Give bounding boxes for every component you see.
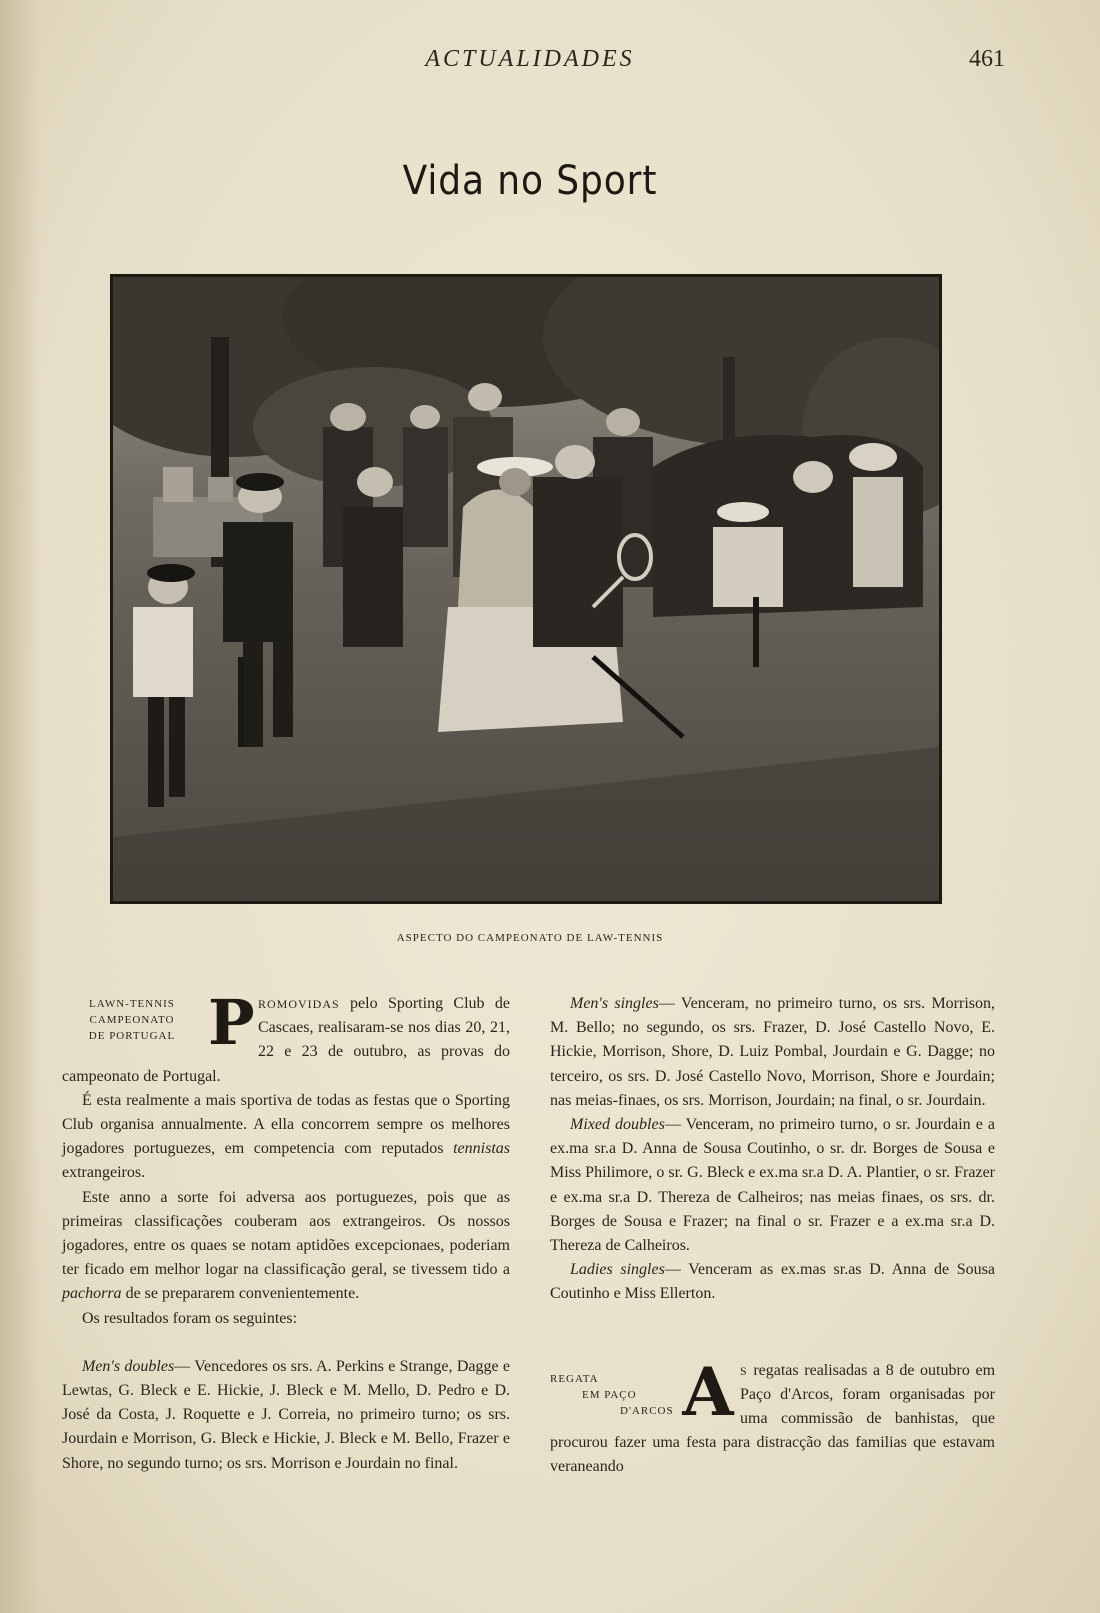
photo-illustration bbox=[113, 277, 939, 901]
running-title: ACTUALIDADES bbox=[425, 46, 635, 72]
spine-shadow bbox=[0, 0, 40, 1613]
tennis-championship-photo bbox=[110, 274, 942, 904]
side-heading-line: EM PAÇO bbox=[582, 1388, 637, 1401]
paragraph-text: de se prepararem convenientemente. bbox=[125, 1285, 360, 1303]
side-heading-line: CAMPEONATO bbox=[89, 1014, 175, 1026]
paragraph-results-intro bbox=[62, 1186, 510, 1307]
paragraph-text: — Venceram as ex.mas sr.as D. Anna de Sousa Coutinho e Miss Ellerton. bbox=[550, 1261, 995, 1303]
side-heading-line: D'ARCOS bbox=[620, 1404, 674, 1417]
side-heading-line: REGATA bbox=[550, 1372, 599, 1385]
photo-caption: ASPECTO DO CAMPEONATO DE LAW-TENNIS bbox=[396, 932, 664, 944]
paragraph-text: — Vencedores os srs. A. Perkins e Strange, Dagge e Lewtas, G. Bleck e E. Hickie, J. Bleck e M. Mello, D. Pedro e D. José da Costa, J. Roquette e J. Correia, no primeiro turno; os srs. Jourdain e Morrison, G. Bleck e Hickie, J. Bleck e M. Bello, Frazer e Shore, no segundo turno; os srs. Morrison e Jourdain no final. bbox=[62, 1357, 510, 1472]
italic-term: tennistas bbox=[453, 1140, 510, 1158]
paragraph-results-lead: Os resultados foram os seguintes: bbox=[82, 1309, 298, 1327]
left-column bbox=[62, 986, 510, 1476]
paragraph-text: — Venceram, no primeiro turno, o sr. Jourdain e a ex.ma sr.a D. Anna de Sousa Coutinho, o sr. dr. Borges de Sousa e Miss Philimore, o sr. G. Bleck e ex.ma sr.a D. A. Plantier, o sr. Frazer e ex.ma sr.a D. Thereza de Calheiros; nas meias finaes, os srs. dr. Borges de Sousa e Frazer; na final o sr. Frazer e a ex.ma sr.a D. Thereza de Calheiros. bbox=[550, 1116, 996, 1255]
drop-cap-p: P bbox=[208, 986, 255, 1059]
side-heading-line: DE PORTUGAL bbox=[88, 1030, 176, 1042]
event-name: Men's doubles bbox=[82, 1357, 175, 1375]
regata-side-heading bbox=[550, 1371, 676, 1419]
paragraph-mens-doubles bbox=[62, 1355, 510, 1476]
smallcaps-lead: ROMOVIDAS bbox=[258, 997, 340, 1011]
lawn-tennis-side-heading bbox=[62, 996, 202, 1044]
paragraph-text: Este anno a sorte foi adversa aos portuguezes, pois que as primeiras classificações couberam aos extrangeiros. Os nossos jogadores, entre os quaes se notam aptidões excepcionaes, poderiam ter ficado em melhor logar na classificação geral, se tivessem tido a bbox=[62, 1188, 510, 1279]
paragraph-text: É esta realmente a mais sportiva de todas as festas que o Sporting Club organisa annualmente. A ella concorrem sempre os melhores jogadores portuguezes, em competencia com reputados bbox=[62, 1091, 510, 1158]
paragraph-mens-singles bbox=[550, 992, 995, 1113]
paragraph-mixed-doubles bbox=[550, 1113, 995, 1258]
section-title: Vida no Sport bbox=[402, 158, 658, 204]
drop-cap-a: A bbox=[682, 1352, 734, 1431]
paragraph-text: — Venceram, no primeiro turno, os srs. Morrison, M. Bello; no segundo, os srs. Frazer, D. José Castello Novo, E. Hickie, Morrison, Shore, D. Luiz Pombal, Jourdain e G. Dagge; no terceiro, os srs. D. José Castello Novo, Morrison, Shore e Jourdain; nas meias-finaes, os srs. Morrison, Jourdain; na final, o sr. Jourdain. bbox=[550, 995, 995, 1109]
italic-term: pachorra bbox=[62, 1285, 122, 1303]
right-column bbox=[550, 992, 995, 1480]
paragraph-festival bbox=[62, 1089, 510, 1186]
paragraph-text: regatas realisadas a 8 de outubro em Paço d'Arcos, foram organisadas por uma commissão de banhistas, que procurou fazer uma festa para distracção das familias que estavam veraneando bbox=[550, 1361, 996, 1476]
regata-section bbox=[550, 1352, 996, 1480]
page-number: 461 bbox=[969, 46, 1005, 72]
paragraph-text: pelo Sporting Club de Cascaes, realisaram-se nos dias 20, 21, 22 e 23 de outubro, as provas do campeonato de Portugal. bbox=[62, 995, 510, 1085]
event-name: Mixed doubles bbox=[570, 1116, 665, 1134]
paragraph-ladies-singles bbox=[550, 1258, 995, 1306]
smallcaps-lead: S bbox=[740, 1363, 748, 1378]
event-name: Ladies singles bbox=[570, 1261, 665, 1279]
side-heading-line: LAWN-TENNIS bbox=[89, 998, 175, 1010]
paragraph-text: extrangeiros. bbox=[62, 1164, 146, 1182]
spacer bbox=[62, 1331, 510, 1355]
event-name: Men's singles bbox=[570, 995, 659, 1012]
